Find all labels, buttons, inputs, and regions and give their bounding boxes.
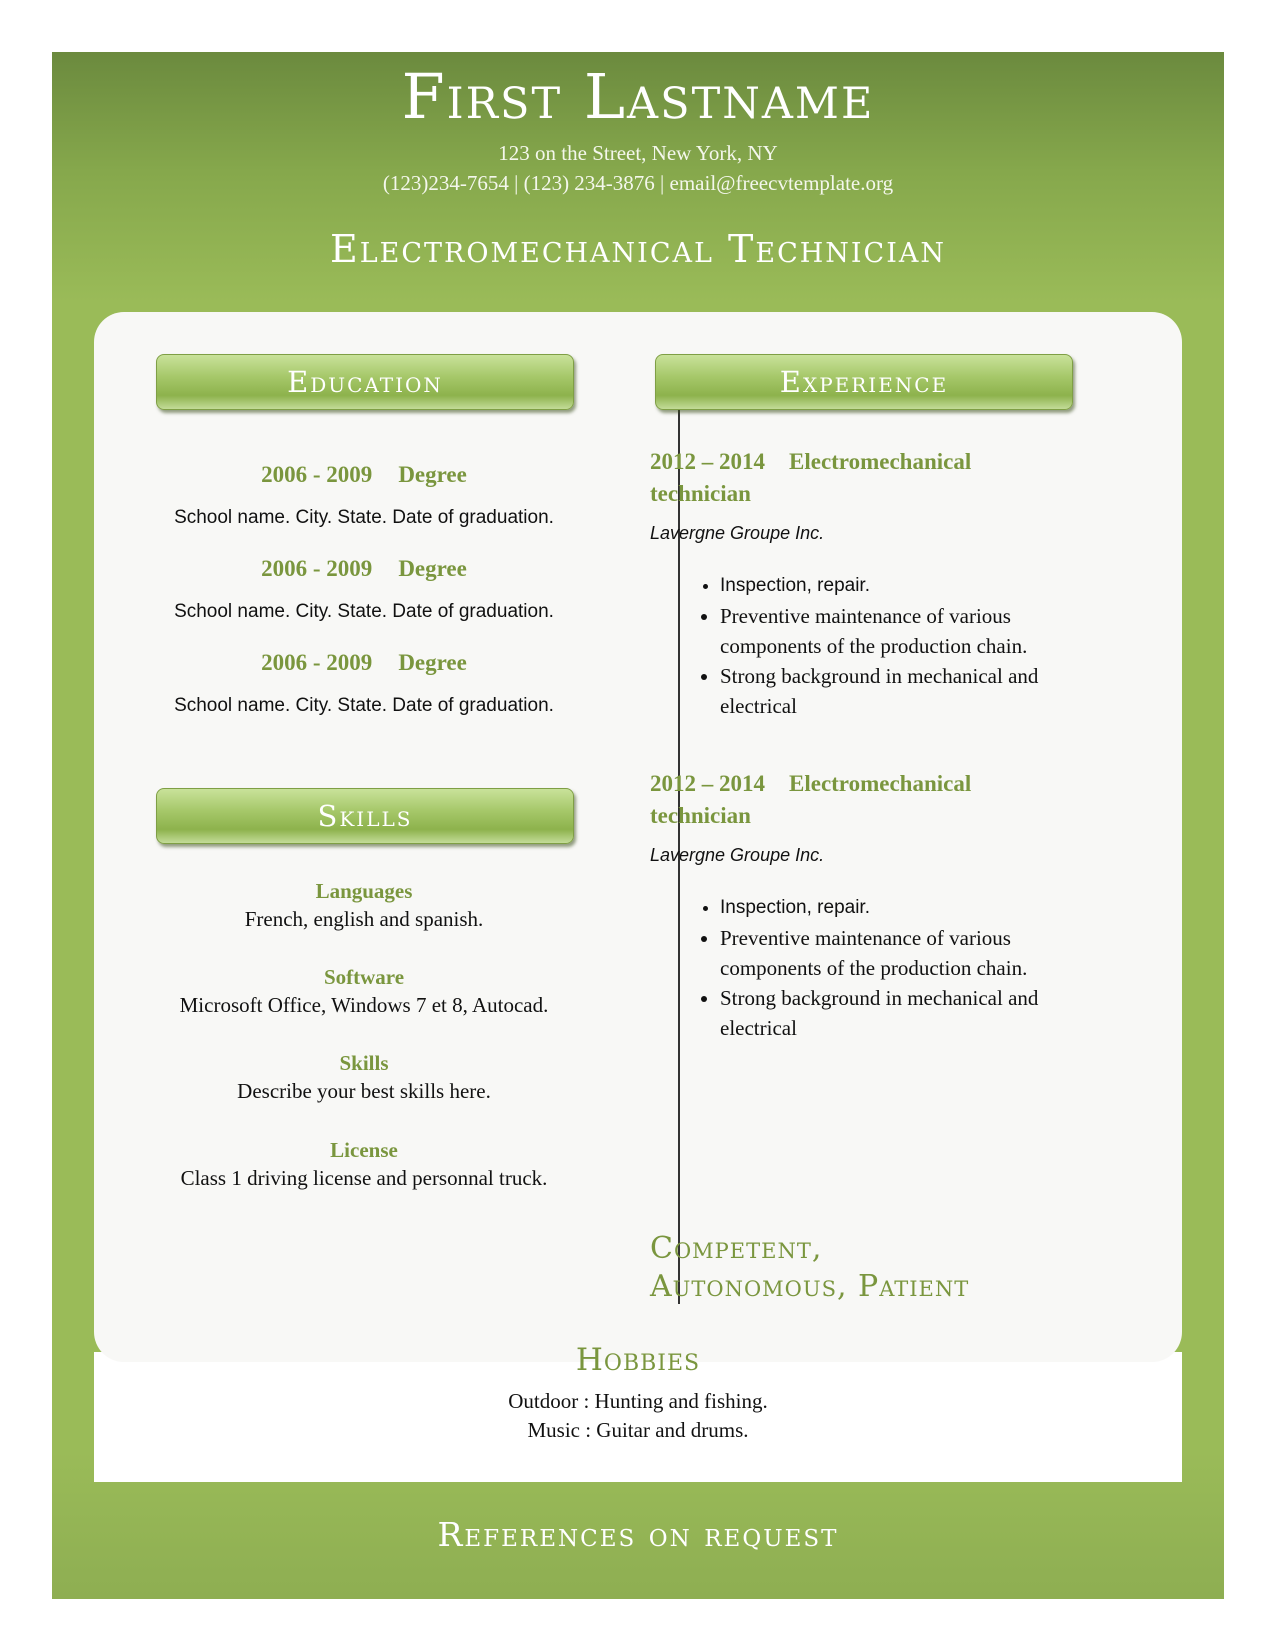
education-years: 2006 - 2009 <box>261 650 373 675</box>
experience-company: Lavergne Groupe Inc. <box>650 523 825 543</box>
experience-heading: Experience <box>655 354 1073 410</box>
skills-heading: Skills <box>156 788 574 844</box>
experience-company: Lavergne Groupe Inc. <box>650 845 825 865</box>
address-line: 123 on the Street, New York, NY <box>498 141 778 165</box>
hobby-outdoor: Outdoor : Hunting and fishing. <box>508 1389 768 1413</box>
experience-role: Electromechanical technician <box>650 449 972 506</box>
hobby-music: Music : Guitar and drums. <box>527 1418 749 1442</box>
contact-line: (123)234-7654 | (123) 234-3876 | email@freecvtemplate.org <box>382 171 894 195</box>
education-degree: Degree <box>398 462 467 487</box>
experience-bullets <box>684 893 1100 1043</box>
education-years: 2006 - 2009 <box>261 556 373 581</box>
experience-entry-title <box>650 446 1030 510</box>
traits-line-2: Autonomous, Patient <box>650 1269 970 1304</box>
experience-bullet: • Preventive maintenance of various components of the production chain. <box>720 923 1100 983</box>
references-footer: References on request <box>437 1515 839 1554</box>
education-detail: School name. City. State. Date of graduation. <box>174 601 554 622</box>
skill-text-skills: Describe your best skills here. <box>237 1079 491 1103</box>
skill-title-skills: Skills <box>339 1051 389 1075</box>
experience-role: Electromechanical technician <box>650 771 972 828</box>
education-entry-title <box>134 556 594 582</box>
experience-bullet: • Strong background in mechanical and electrical <box>720 661 1100 721</box>
personal-traits <box>650 1230 969 1306</box>
skill-title-languages: Languages <box>315 879 413 903</box>
education-entry-title <box>134 650 594 676</box>
experience-bullet: • Strong background in mechanical and electrical <box>720 983 1100 1043</box>
education-detail: School name. City. State. Date of graduation. <box>174 507 554 528</box>
hobbies-heading: Hobbies <box>575 1342 701 1378</box>
experience-years: 2012 – 2014 <box>650 449 765 474</box>
experience-bullets <box>684 571 1100 721</box>
experience-entry-title <box>650 768 1030 832</box>
resume-frame <box>52 52 1224 1599</box>
skill-text-languages: French, english and spanish. <box>244 907 484 931</box>
experience-bullet: • Inspection, repair. <box>720 893 1100 923</box>
skill-title-license: License <box>330 1138 398 1162</box>
education-entry-title <box>134 462 594 488</box>
education-heading: Education <box>156 354 574 410</box>
traits-line-1: Competent, <box>650 1231 823 1266</box>
candidate-name: First Lastname <box>401 60 875 133</box>
job-title: Electromechanical Technician <box>329 227 947 271</box>
skill-title-software: Software <box>323 965 405 989</box>
education-degree: Degree <box>398 650 467 675</box>
experience-bullet: • Preventive maintenance of various components of the production chain. <box>720 601 1100 661</box>
skill-text-license: Class 1 driving license and personnal truck. <box>180 1166 548 1190</box>
experience-years: 2012 – 2014 <box>650 771 765 796</box>
education-years: 2006 - 2009 <box>261 462 373 487</box>
experience-bullet: • Inspection, repair. <box>720 571 1100 601</box>
education-degree: Degree <box>398 556 467 581</box>
content-card <box>94 312 1182 1362</box>
education-detail: School name. City. State. Date of graduation. <box>174 695 554 716</box>
skill-text-software: Microsoft Office, Windows 7 et 8, Autocad. <box>179 993 549 1017</box>
